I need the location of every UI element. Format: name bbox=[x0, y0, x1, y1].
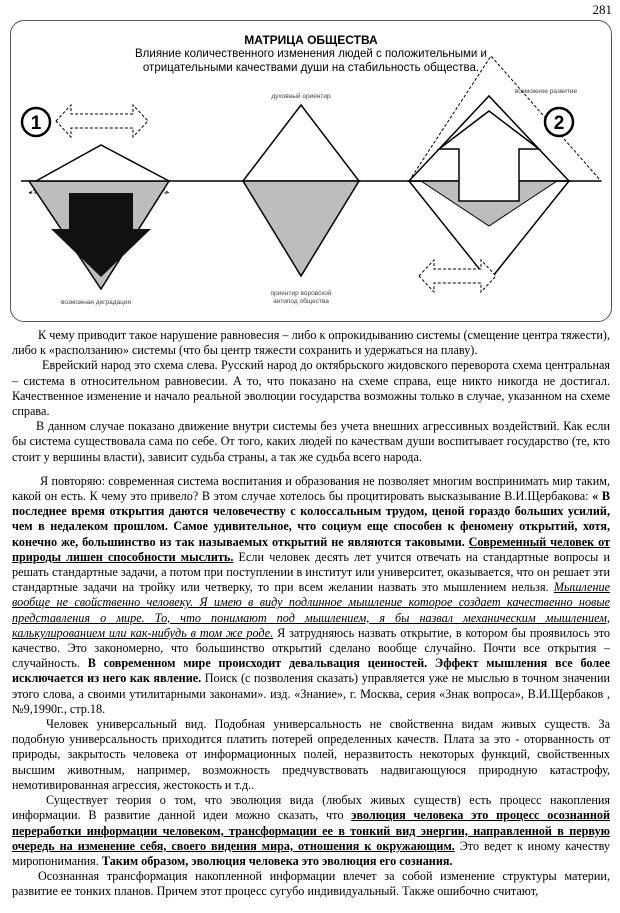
quote-italic-underlined: Мышление вообще не свойственно человеку. Я имею в виду подлинное мышление которое создает качественно новые представления о мире. То, что понимают под мышлением, я бы назвал механическим мышлением, калькулированием или как-нибудь в том же роде. bbox=[12, 580, 610, 640]
paragraph-7: Осознанная трансформация накопленной информации влечет за собой изменение структуры материи, развитие ее тонких планов. Причем этот процесс сугубо индивидуальный. Также ошибочно считают, bbox=[12, 869, 610, 899]
quote-bold-1: « В последнее время открытия даются человечеству с колоссальным трудом, ценой гораздо больших усилий, чем в недалеком прошлом. Самое удивительное, что социум еще способен к феномену открытий, хотя, конечно же, большинство из так называемых открытий не являются таковыми. bbox=[12, 489, 610, 549]
center-upper-white-triangle bbox=[243, 105, 359, 181]
paragraph-1: К чему приводит такое нарушение равновесия – либо к опрокидыванию системы (смещение центра тяжести), либо к «расползанию» системы (что бы центр тяжести сохранить и удержаться на плаву). bbox=[12, 328, 610, 358]
paragraph-5: Человек универсальный вид. Подобная универсальность не свойственна видам живых существ. За подобную универсальность приходится платить потерей определенных качеств. Плата за это - оторванность от природы, закрытость человека от информационных полей, неразвитость некоторых функций, свойственных высшим животным, например, возможность предчувствовать надвигающуюся природную катастрофу, немотивированная агрессия, жестокость и т.д.. bbox=[12, 717, 610, 792]
left-upper-white-triangle bbox=[36, 145, 169, 181]
double-arrow-left-icon bbox=[56, 105, 148, 137]
label-development: возможное развитие bbox=[514, 88, 578, 95]
figure-subtitle-line-2: отрицательными качествами души на стабильность общества. bbox=[142, 62, 480, 74]
society-matrix-figure bbox=[10, 20, 612, 322]
label-thief-line-2: антипод общества bbox=[273, 298, 329, 305]
paragraph-6: Существует теория о том, что эволюция вида (любых живых существ) есть процесс накопления информации. В развитие данной идеи можно сказать, что эволюция человека это процесс осознанной переработки информации человеком, трансформации ее в тонкий вид энергии, направленной в первую очередь на изменение себя, своего видения мира, отношения к окружающим. Это ведет к иному качеству миропонимания. Таким образом, эволюция человека это эволюция его сознания. bbox=[12, 793, 611, 868]
paragraph-2: Еврейский народ это схема слева. Русский народ до октябрьского жидовского переворота схема центральная – система в относительном равновесии. А то, что показано на схеме справа, еще никто никогда не достигал. Качественное изменение и начало реальной эволюции государства возможны только в случае, указанном на схеме справа. bbox=[12, 358, 610, 419]
figure-subtitle-line-1: Влияние количественного изменения людей с положительными и bbox=[135, 48, 487, 60]
paragraph-3: В данном случае показано движение внутри системы без учета внешних агрессивных воздействий. Как если бы система существовала сама по себе. От того, каких людей по качествам души воспитывает государство (те, кто стоит у вершины власти), зависит судьба страны, а так же судьба всего народа. bbox=[12, 419, 610, 464]
body-text bbox=[12, 328, 610, 900]
quote-underlined-1: Современный человек от природы лишен способности мыслить. bbox=[12, 534, 610, 564]
page-number: 281 bbox=[592, 2, 612, 17]
number-label-right: 2 bbox=[553, 113, 565, 134]
center-lower-gray-triangle bbox=[243, 181, 359, 276]
double-arrow-right-icon bbox=[419, 260, 496, 292]
number-label-left: 1 bbox=[30, 113, 42, 134]
figure-title: МАТРИЦА ОБЩЕСТВА bbox=[244, 33, 378, 47]
label-spiritual: духовный ориентир bbox=[271, 93, 331, 100]
quote-bold-2: В современном мире происходит девальвация ценностей. Эффект мышления все более исключается из него как явление. bbox=[12, 656, 610, 686]
paragraph-4: Я повторяю: современная система воспитания и образования не позволяет многим воспринимать мир таким, какой он есть. К чему это привело? В этом случае хотелось бы процитировать высказывание В.И.Щербакова: « В последнее время открытия даются человечеству с колоссальным трудом, ценой гораздо больших усилий, чем в недалеком прошлом. Самое удивительное, что социум еще способен к феномену открытий, хотя, конечно же, большинство из так называемых открытий не являются таковыми. Современный человек от природы лишен способности мыслить. Если человек десять лет учится отвечать на стандартные вопросы и решать стандартные задачи, а потом при поступлении в институт или университет, оказывается, что он решает эти стандартные задачи на тройку или четверку, то при всем желании назвать это мышлением нельзя. Мышление вообще не свойственно человеку. Я имею в виду подлинное мышление которое создает качественно новые представления о мире. То, что понимают под мышлением, я бы назвал механическим мышлением, калькулированием или как-нибудь в том же роде. Я затрудняюсь назвать открытие, в котором бы проявилось это качество. Это закономерно, что большинство открытий сделано вообще случайно. Почти все открытия – случайность. В современном мире происходит девальвация ценностей. Эффект мышления все более исключается из него как явление. Поиск (с позволения сказать) управляется уже не мыслью в точном значении этого слова, а своими утилитарными законами». изд. «Знание», г. Москва, серия «Знак вопроса», В.И.Щербаков , №9,1990г., стр.18. bbox=[12, 473, 611, 716]
evolution-definition: эволюция человека это процесс осознанной переработки информации человеком, трансформации ее в тонкий вид энергии, направленной в первую очередь на изменение себя, своего видения мира, отношения к окружающим. bbox=[12, 808, 611, 853]
figure-diagram bbox=[11, 21, 611, 321]
label-degradation: возможная деградация bbox=[60, 299, 132, 306]
label-thief-line-1: ориентир воровской bbox=[270, 290, 332, 297]
evolution-conclusion: Таким образом, эволюция человека это эволюция его сознания. bbox=[101, 853, 453, 868]
